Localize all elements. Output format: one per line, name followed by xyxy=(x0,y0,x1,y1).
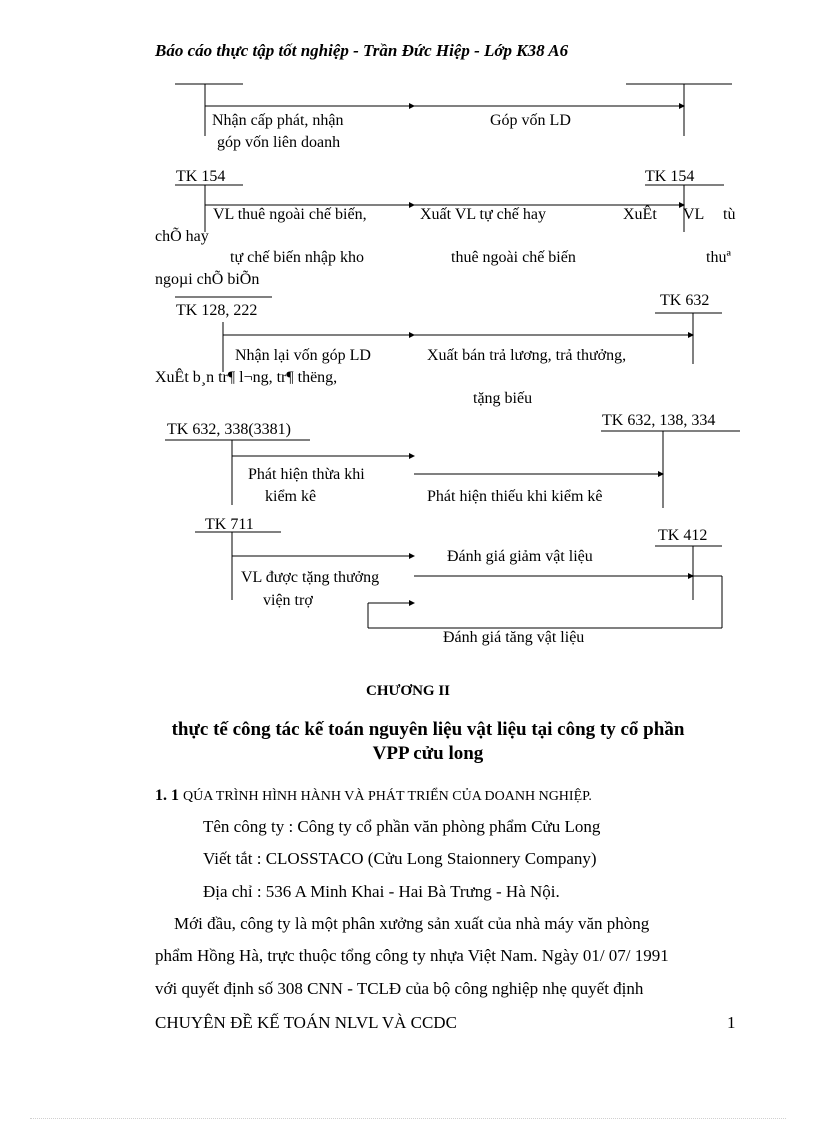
paragraph-line: phẩm Hồng Hà, trực thuộc tổng công ty nhựa Việt Nam. Ngày 01/ 07/ 1991 xyxy=(155,946,669,965)
account-label: TK 711 xyxy=(205,516,254,533)
section-number: 1. 1 xyxy=(155,787,179,804)
company-short-name: Viết tắt : CLOSSTACO (Cửu Long Staionnery Company) xyxy=(203,849,597,868)
flow-label: kiểm kê xyxy=(265,488,317,505)
flow-label: VL thuê ngoài chế biến, xyxy=(213,206,367,223)
account-label: TK 632 xyxy=(660,292,710,309)
page-header: Báo cáo thực tập tốt nghiệp - Trần Đức Hiệp - Lớp K38 A6 xyxy=(155,41,569,60)
flow-label: Nhận lại vốn góp LD xyxy=(235,347,371,364)
flow-label: XuÊt b¸n tr¶ l¬ng, tr¶ thëng, xyxy=(155,369,338,386)
flow-label: Đánh giá tăng vật liệu xyxy=(443,629,585,646)
paragraph-line: Mới đầu, công ty là một phân xưởng sản xuất của nhà máy văn phòng xyxy=(174,914,650,933)
flow-label: thuª xyxy=(706,249,731,266)
flow-label: tặng biếu xyxy=(473,390,533,407)
flow-label: chÕ hay xyxy=(155,228,209,245)
account-label: TK 154 xyxy=(176,168,226,185)
account-label: TK 632, 338(3381) xyxy=(167,421,291,438)
account-label: TK 412 xyxy=(658,527,708,544)
flow-label: Phát hiện thừa khi xyxy=(248,466,365,483)
section-heading xyxy=(155,787,592,806)
chapter-heading: CHƯƠNG II xyxy=(365,683,451,699)
company-address: Địa chỉ : 536 A Minh Khai - Hai Bà Trưng - Hà Nội. xyxy=(203,882,560,901)
flow-label: Đánh giá giảm vật liệu xyxy=(447,548,593,565)
chapter-title: thực tế công tác kế toán nguyên liệu vật liệu tại công ty cổ phần VPP cửu long xyxy=(171,719,685,764)
page-bottom-border xyxy=(30,1118,786,1119)
section-title: QÚA TRÌNH HÌNH HÀNH VÀ PHÁT TRIỂN CỦA DOANH NGHIỆP. xyxy=(183,789,592,804)
flow-label: góp vốn liên doanh xyxy=(217,134,341,151)
flow-label: Xuất VL tự chế hay xyxy=(420,206,546,223)
flow-label: XuÊt xyxy=(623,206,657,223)
page-number: 1 xyxy=(727,1013,736,1032)
flow-label: Xuất bán trả lương, trả thưởng, xyxy=(427,347,627,364)
account-label: TK 128, 222 xyxy=(176,302,258,319)
flow-label: Góp vốn LD xyxy=(490,112,571,129)
account-label: TK 154 xyxy=(645,168,695,185)
paragraph-line: với quyết định số 308 CNN - TCLĐ của bộ công nghiệp nhẹ quyết định xyxy=(155,979,644,998)
flow-label: Phát hiện thiếu khi kiểm kê xyxy=(427,488,603,505)
flow-label: viện trợ xyxy=(263,592,313,609)
footer-label: CHUYÊN ĐỀ KẾ TOÁN NLVL VÀ CCDC xyxy=(155,1013,457,1032)
flow-label: thuê ngoài chế biến xyxy=(451,249,576,266)
account-label: TK 632, 138, 334 xyxy=(602,412,716,429)
flow-label: tù xyxy=(723,206,736,223)
flow-label: VL xyxy=(683,206,705,223)
flow-label: VL được tặng thưởng xyxy=(241,569,380,586)
company-name: Tên công ty : Công ty cổ phần văn phòng phẩm Cửu Long xyxy=(203,817,601,836)
flow-label: ngoµi chÕ biÕn xyxy=(155,271,260,288)
flow-label: tự chế biến nhập kho xyxy=(230,249,364,266)
flow-label: Nhận cấp phát, nhận xyxy=(212,112,344,129)
